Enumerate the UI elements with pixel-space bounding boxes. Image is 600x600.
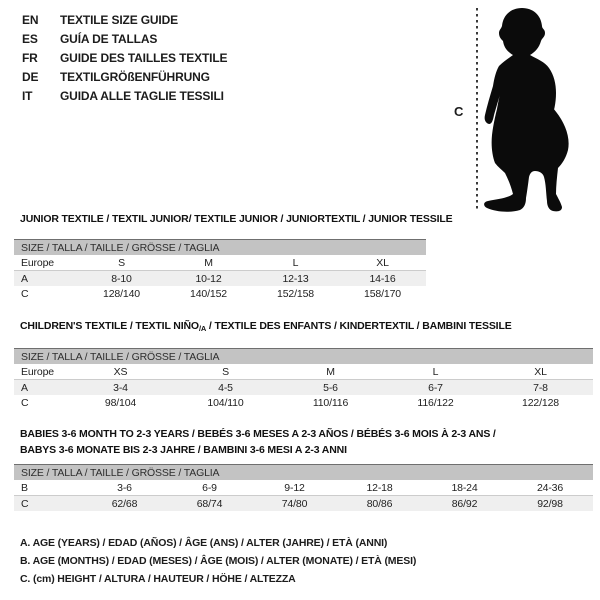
height-measure-label: C: [454, 104, 464, 119]
table-cell: 10-12: [165, 271, 252, 287]
language-code: ES: [22, 32, 38, 46]
row-label: B: [14, 480, 82, 496]
table-cell: 6-9: [167, 480, 252, 496]
language-code: EN: [22, 13, 39, 27]
table-cell: S: [173, 364, 278, 380]
table-cell: 62/68: [82, 496, 167, 512]
table-cell: 86/92: [422, 496, 507, 512]
children-title-part1: CHILDREN'S TEXTILE / TEXTIL NIÑO: [20, 320, 199, 332]
table-cell: 110/116: [312, 396, 349, 409]
table-cell: 158/170: [364, 287, 401, 300]
table-cell: 116/122: [417, 396, 454, 409]
children-title-subscript: /A: [198, 324, 207, 333]
babies-table: [14, 464, 593, 511]
table-cell: L: [252, 255, 339, 271]
language-title: TEXTILGRÖßENFÜHRUNG: [60, 70, 210, 84]
language-code: FR: [22, 51, 38, 65]
table-row-age: [14, 380, 593, 396]
table-cell: 7-8: [488, 380, 593, 396]
language-code: IT: [22, 89, 33, 103]
row-label: A: [14, 380, 68, 396]
children-table-title: [20, 320, 512, 333]
table-row-europe: [14, 364, 593, 380]
row-label: Europe: [14, 364, 68, 380]
language-title: GUIDE DES TAILLES TEXTILE: [60, 51, 228, 65]
size-header-row: SIZE / TALLA / TAILLE / GRÖSSE / TAGLIA: [14, 465, 593, 481]
table-cell: 128/140: [103, 287, 140, 300]
babies-title-line2: BABYS 3-6 MONATE BIS 2-3 JAHRE / BAMBINI 3-6 MESI A 2-3 ANNI: [20, 444, 347, 456]
table-row-height: [14, 395, 593, 410]
table-cell: 122/128: [522, 396, 559, 409]
table-cell: M: [165, 255, 252, 271]
size-header-row: SIZE / TALLA / TAILLE / GRÖSSE / TAGLIA: [14, 349, 593, 365]
language-title: GUÍA DE TALLAS: [60, 32, 158, 46]
language-title: TEXTILE SIZE GUIDE: [60, 13, 178, 27]
table-cell: 12-13: [252, 271, 339, 287]
children-table: [14, 348, 593, 410]
table-cell: 6-7: [383, 380, 488, 396]
language-row-it: [22, 87, 227, 106]
language-title: GUIDA ALLE TAGLIE TESSILI: [60, 89, 224, 103]
babies-title-line1: BABIES 3-6 MONTH TO 2-3 YEARS / BEBÉS 3-6 MESES A 2-3 AÑOS / BÉBÉS 3-6 MOIS À 2-3 ANS /: [20, 428, 496, 440]
table-cell: 68/74: [167, 496, 252, 512]
table-row-europe: [14, 255, 426, 271]
language-row-es: [22, 30, 227, 49]
table-cell: 3-6: [82, 480, 167, 496]
legend: [20, 534, 416, 588]
table-cell: 140/152: [190, 287, 227, 300]
size-header-row: SIZE / TALLA / TAILLE / GRÖSSE / TAGLIA: [14, 240, 426, 256]
row-label: Europe: [14, 255, 78, 271]
row-label: C: [21, 287, 29, 300]
language-list: [22, 11, 227, 106]
table-cell: 3-4: [68, 380, 173, 396]
table-cell: 74/80: [252, 496, 337, 512]
language-row-en: [22, 11, 227, 30]
table-cell: 98/104: [104, 396, 137, 409]
legend-line-c: C. (cm) HEIGHT / ALTURA / HAUTEUR / HÖHE / ALTEZZA: [20, 573, 296, 585]
baby-height-figure: [440, 0, 600, 220]
table-cell: 104/110: [207, 396, 244, 409]
table-cell: 4-5: [173, 380, 278, 396]
table-cell: S: [78, 255, 165, 271]
table-cell: 18-24: [422, 480, 507, 496]
table-cell: 9-12: [252, 480, 337, 496]
table-row-months: [14, 480, 593, 496]
table-cell: 152/158: [277, 287, 314, 300]
table-cell: XL: [339, 255, 426, 271]
height-measure-dotted-line: [476, 8, 478, 210]
table-cell: XL: [488, 364, 593, 380]
table-cell: 8-10: [78, 271, 165, 287]
language-row-de: [22, 68, 227, 87]
table-cell: 14-16: [339, 271, 426, 287]
legend-line-b: B. AGE (MONTHS) / EDAD (MESES) / ÂGE (MOIS) / ALTER (MONATE) / ETÀ (MESI): [20, 555, 417, 567]
row-label: A: [14, 271, 78, 287]
children-title-part2: / TEXTILE DES ENFANTS / KINDERTEXTIL / BAMBINI TESSILE: [206, 320, 512, 332]
language-row-fr: [22, 49, 227, 68]
junior-table: [14, 239, 426, 301]
table-row-height: [14, 286, 426, 301]
row-label: C: [14, 496, 82, 512]
language-code: DE: [22, 70, 39, 84]
table-cell: 80/86: [337, 496, 422, 512]
table-cell: M: [278, 364, 383, 380]
table-cell: 92/98: [507, 496, 593, 512]
baby-silhouette-icon: [480, 5, 600, 215]
table-cell: 24-36: [507, 480, 593, 496]
table-cell: 12-18: [337, 480, 422, 496]
table-cell: 5-6: [278, 380, 383, 396]
table-cell: XS: [68, 364, 173, 380]
junior-table-title: JUNIOR TEXTILE / TEXTIL JUNIOR/ TEXTILE JUNIOR / JUNIORTEXTIL / JUNIOR TESSILE: [20, 213, 453, 225]
row-label: C: [21, 396, 29, 409]
table-row-age: [14, 271, 426, 287]
legend-line-a: A. AGE (YEARS) / EDAD (AÑOS) / ÂGE (ANS) / ALTER (JAHRE) / ETÀ (ANNI): [20, 537, 388, 549]
table-row-height: [14, 496, 593, 512]
babies-table-title: [20, 426, 496, 458]
table-cell: L: [383, 364, 488, 380]
